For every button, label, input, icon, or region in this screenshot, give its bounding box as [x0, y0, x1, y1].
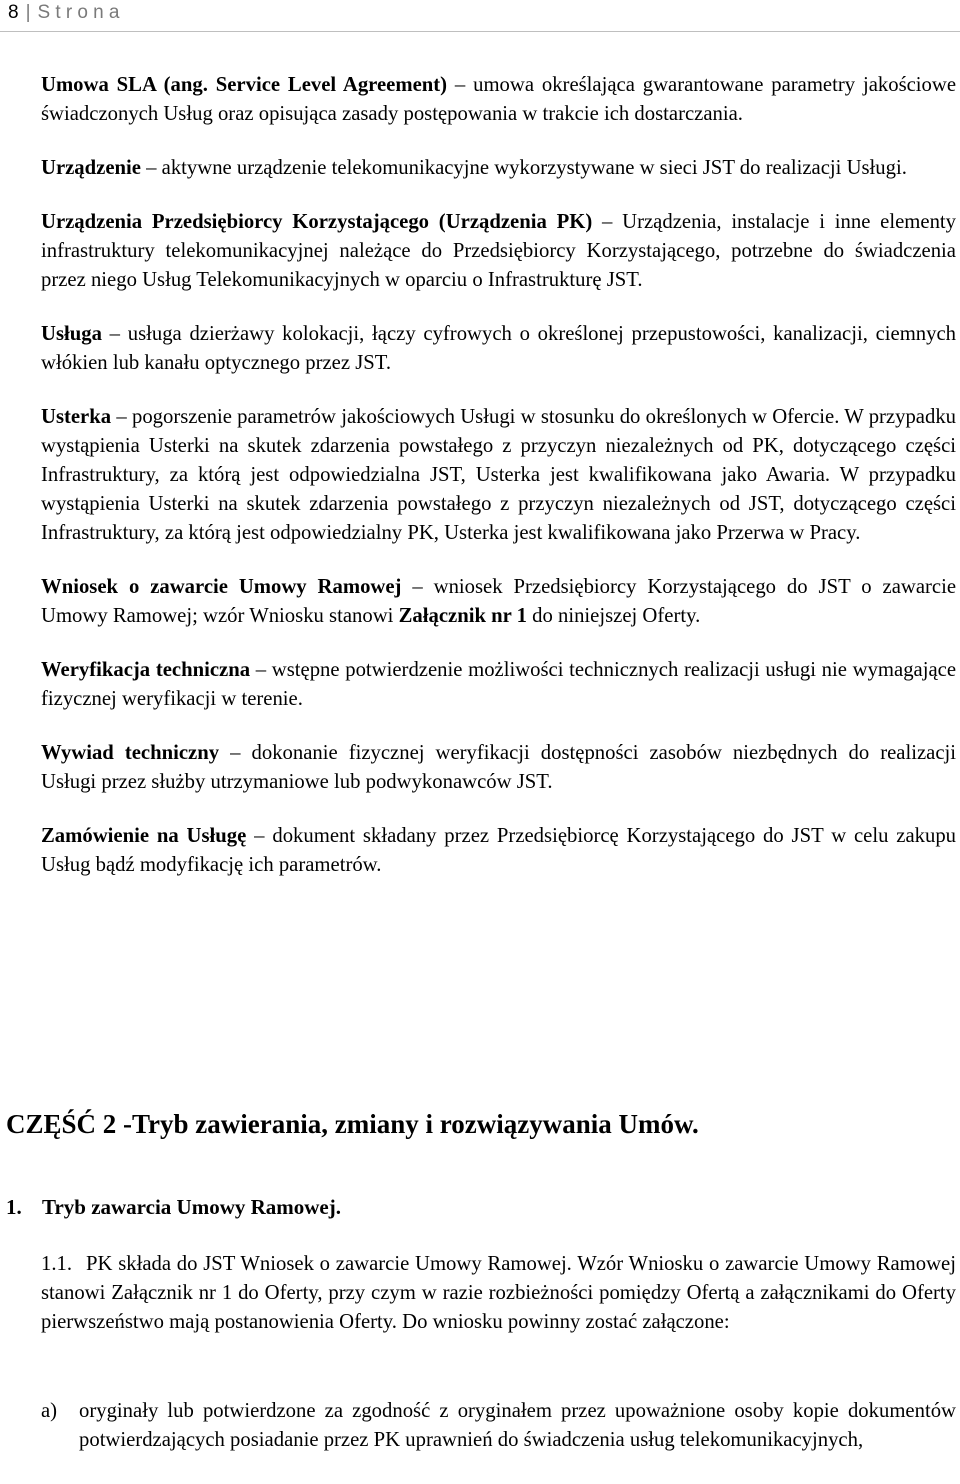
definition-term: Weryfikacja techniczna	[41, 659, 251, 681]
definition-attachment-ref: Załącznik nr 1	[398, 605, 527, 627]
definition-text: umowa określająca gwarantowane parametry jakościowe świadczonych Usług oraz opisująca zasady postępowania w trakcie ich dostarczania.	[41, 74, 957, 125]
page-number: 8	[8, 2, 19, 23]
definition-sla	[41, 71, 956, 129]
definition-text: wniosek Przedsiębiorcy Korzystającego do JST o zawarcie Umowy Ramowej; wzór Wniosku stanowi	[41, 576, 956, 627]
definition-wniosek	[41, 573, 956, 631]
definition-text-end: do niniejszej Oferty.	[532, 605, 701, 627]
subsection-text-body: PK składa do JST Wniosek o zawarcie Umowy Ramowej. Wzór Wniosku o zawarcie Umowy Ramowej stanowi Załącznik nr 1 do Oferty, przy czym w razie rozbieżności pomiędzy Ofertą a załącznikami do Oferty pierwszeństwo mają postanowienia Oferty. Do wniosku powinny zostać załączone:	[41, 1253, 956, 1333]
definition-dash: –	[109, 323, 120, 345]
list-item-text: oryginały lub potwierdzone za zgodność z oryginałem przez upoważnione osoby kopie dokumentów potwierdzających posiadanie przez PK uprawnień do świadczenia usług telekomunikacyjnych,	[79, 1400, 956, 1451]
definition-text: dokument składany przez Przedsiębiorcę Korzystającego do JST w celu zakupu Usług bądź modyfikację ich parametrów.	[41, 825, 957, 876]
list-item-a	[41, 1397, 956, 1455]
definition-zamowienie	[41, 822, 956, 880]
part-title: CZĘŚĆ 2 -Tryb zawierania, zmiany i rozwiązywania Umów.	[6, 1109, 699, 1139]
definitions-list	[41, 71, 956, 905]
definition-dash: –	[602, 211, 613, 233]
definition-text: dokonanie fizycznej weryfikacji dostępności zasobów niezbędnych do realizacji Usługi przez służby utrzymaniowe lub podwykonawców JST.	[41, 742, 957, 793]
definition-term: Urządzenie	[41, 157, 141, 179]
definition-text: aktywne urządzenie telekomunikacyjne wykorzystywane w sieci JST do realizacji Usługi.	[161, 157, 907, 179]
definition-term: Umowa SLA (ang. Service Level Agreement)	[41, 74, 448, 96]
definition-text: usługa dzierżawy kolokacji, łączy cyfrowych o określonej przepustowości, kanalizacji, ciemnych włókien lub kanału optycznego przez JST.	[41, 323, 956, 374]
definition-dash: –	[116, 406, 127, 428]
definition-dash: –	[146, 157, 157, 179]
definition-weryfikacja	[41, 656, 956, 714]
definition-term: Usterka	[41, 406, 112, 428]
definition-urzadzenia-pk	[41, 208, 956, 295]
definition-dash: –	[412, 576, 423, 598]
definition-term: Wywiad techniczny	[41, 742, 220, 764]
subsection-text	[41, 1250, 956, 1337]
list-item-marker: a)	[41, 1400, 58, 1422]
definition-dash: –	[454, 74, 466, 96]
definition-text: pogorszenie parametrów jakościowych Usługi w stosunku do określonych w Ofercie. W przypadku wystąpienia Usterki na skutek zdarzenia powstałego z przyczyn niezależnych od PK, dotyczącego części Infrastruktury, za którą jest odpowiedzialna JST, Usterka jest kwalifikowana jako Awaria. W przypadku wystąpienia Usterki na skutek zdarzenia powstałego z przyczyn niezależnych od JST, dotyczącego części Infrastruktury, za którą jest odpowiedzialny PK, Usterka jest kwalifikowana jako Przerwa w Pracy.	[41, 406, 957, 544]
definition-term: Wniosek o zawarcie Umowy Ramowej	[41, 576, 402, 598]
section-title	[6, 1193, 341, 1222]
definition-term: Urządzenia Przedsiębiorcy Korzystającego (Urządzenia PK)	[41, 211, 593, 233]
definition-text: wstępne potwierdzenie możliwości technicznych realizacji usługi nie wymagające fizycznej weryfikacji w terenie.	[41, 659, 957, 710]
page-word: Strona	[37, 2, 125, 23]
definition-term: Usługa	[41, 323, 102, 345]
section-number: 1.	[6, 1195, 22, 1219]
definition-usluga	[41, 320, 956, 378]
definition-usterka	[41, 403, 956, 548]
definition-dash: –	[255, 659, 267, 681]
definition-term: Zamówienie na Usługę	[41, 825, 247, 847]
subsection-number: 1.1.	[41, 1253, 73, 1275]
definition-dash: –	[230, 742, 241, 764]
subsection-1-1	[41, 1250, 956, 1337]
definition-text: Urządzenia, instalacje i inne elementy infrastruktury telekomunikacyjnej należące do Przedsiębiorcy Korzystającego, potrzebne do świadczenia przez niego Usług Telekomunikacyjnych w oparciu o Infrastrukturę JST.	[41, 211, 956, 291]
page-header	[8, 1, 125, 27]
definition-wywiad	[41, 739, 956, 797]
header-rule	[0, 31, 960, 32]
definition-urzadzenie	[41, 154, 956, 183]
definition-dash: –	[254, 825, 265, 847]
section-title-text: Tryb zawarcia Umowy Ramowej.	[42, 1195, 341, 1219]
header-separator: |	[25, 2, 31, 23]
